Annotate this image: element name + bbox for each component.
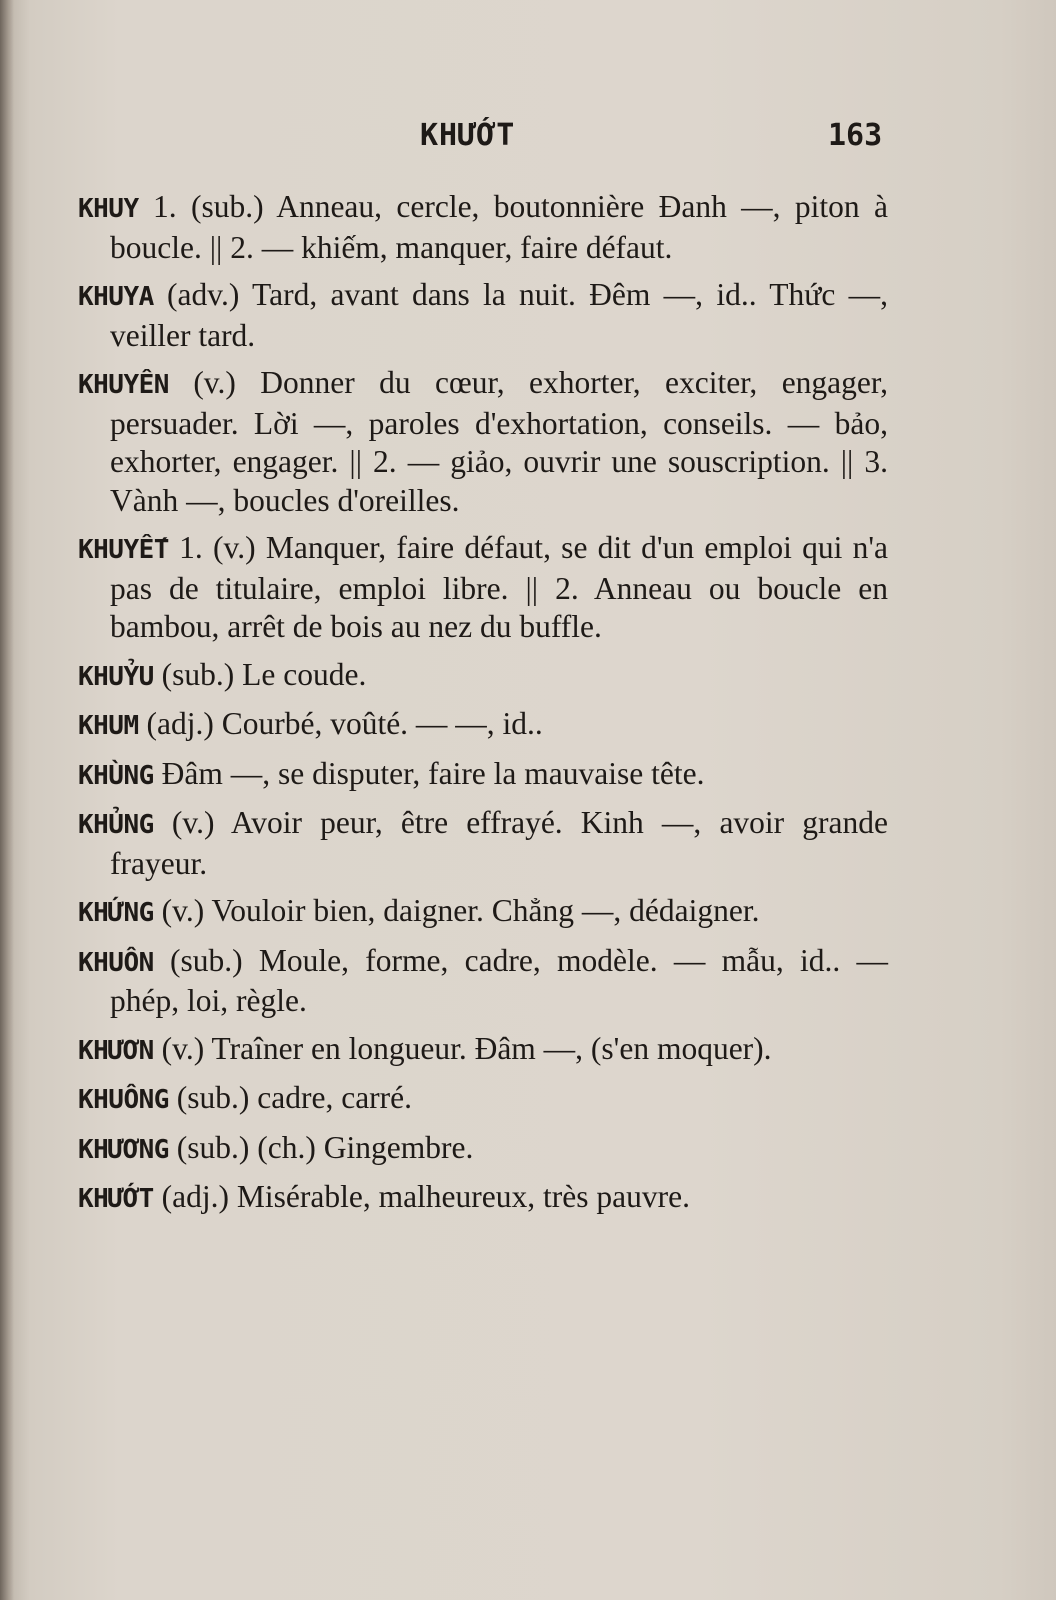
dictionary-entry [78, 1079, 888, 1120]
dictionary-entry [78, 656, 888, 697]
running-head-word: KHƯỚT [420, 118, 516, 153]
dictionary-entry [78, 1178, 888, 1219]
dictionary-entry [78, 1030, 888, 1071]
entry-headword: KHUÔNG [78, 1085, 169, 1115]
entry-definition: 1. (sub.) Anneau, cercle, boutonnière Đanh —, piton à boucle. || 2. — khiếm, manquer, faire défaut. [110, 189, 888, 265]
dictionary-entry [78, 942, 888, 1021]
entry-definition: (sub.) cadre, carré. [168, 1080, 413, 1115]
entry-definition: (adv.) Tard, avant dans la nuit. Đêm —, id.. Thức —, veiller tard. [110, 277, 888, 353]
entry-list [78, 188, 888, 1228]
entry-definition: Đâm —, se disputer, faire la mauvaise tête. [153, 755, 705, 791]
dictionary-entry [78, 804, 888, 883]
entry-definition: (v.) Donner du cœur, exhorter, exciter, engager, persuader. Lời —, paroles d'exhortation, conseils. — bảo, exhorter, engager. || 2. — giảo, ouvrir une souscription. || 3. Vành —, boucles d'oreilles. [110, 365, 888, 518]
entry-headword: KHÙNG [78, 760, 154, 791]
entry-definition: (sub.) Le coude. [153, 656, 367, 692]
dictionary-entry [78, 705, 888, 746]
entry-headword: KHƯƠN [78, 1035, 154, 1066]
page-number: 163 [828, 118, 883, 153]
entry-headword: KHƯƠNG [78, 1134, 169, 1165]
entry-definition: (adj.) Courbé, voûté. — —, id.. [138, 706, 543, 741]
entry-definition: (v.) Traîner en longueur. Đâm —, (s'en moquer). [153, 1030, 772, 1066]
dictionary-entry [78, 892, 888, 933]
entry-definition: (v.) Vouloir bien, daigner. Chẳng —, dédaigner. [153, 893, 760, 928]
entry-definition: (adj.) Misérable, malheureux, très pauvre. [153, 1179, 690, 1214]
entry-definition: (sub.) Moule, forme, cadre, modèle. — mẫu, id.. — phép, loi, règle. [110, 942, 888, 1018]
dictionary-entry [78, 755, 888, 796]
entry-headword: KHUM [78, 711, 139, 741]
entry-headword: KHUỶU [78, 661, 154, 692]
running-head [0, 118, 1056, 158]
dictionary-entry [78, 364, 888, 520]
entry-headword: KHƯỚT [78, 1184, 154, 1214]
entry-headword: KHỦNG [78, 810, 154, 840]
entry-headword: KHUYẾT [78, 535, 169, 565]
dictionary-entry [78, 1129, 888, 1170]
dictionary-entry [78, 276, 888, 355]
entry-definition: 1. (v.) Manquer, faire défaut, se dit d'un emploi qui n'a pas de titulaire, emploi libre. || 2. Anneau ou boucle en bambou, arrêt de bois au nez du buffle. [110, 530, 888, 644]
entry-headword: KHUYA [78, 282, 154, 312]
entry-definition: (sub.) (ch.) Gingembre. [168, 1129, 474, 1165]
entry-headword: KHỨNG [78, 898, 154, 928]
entry-definition: (v.) Avoir peur, être effrayé. Kinh —, avoir grande frayeur. [110, 805, 888, 881]
dictionary-entry [78, 529, 888, 647]
book-spine-shadow [0, 0, 14, 1600]
entry-headword: KHUÔN [78, 947, 154, 978]
dictionary-entry [78, 188, 888, 267]
entry-headword: KHUYÊN [78, 370, 169, 400]
entry-headword: KHUY [78, 194, 139, 224]
